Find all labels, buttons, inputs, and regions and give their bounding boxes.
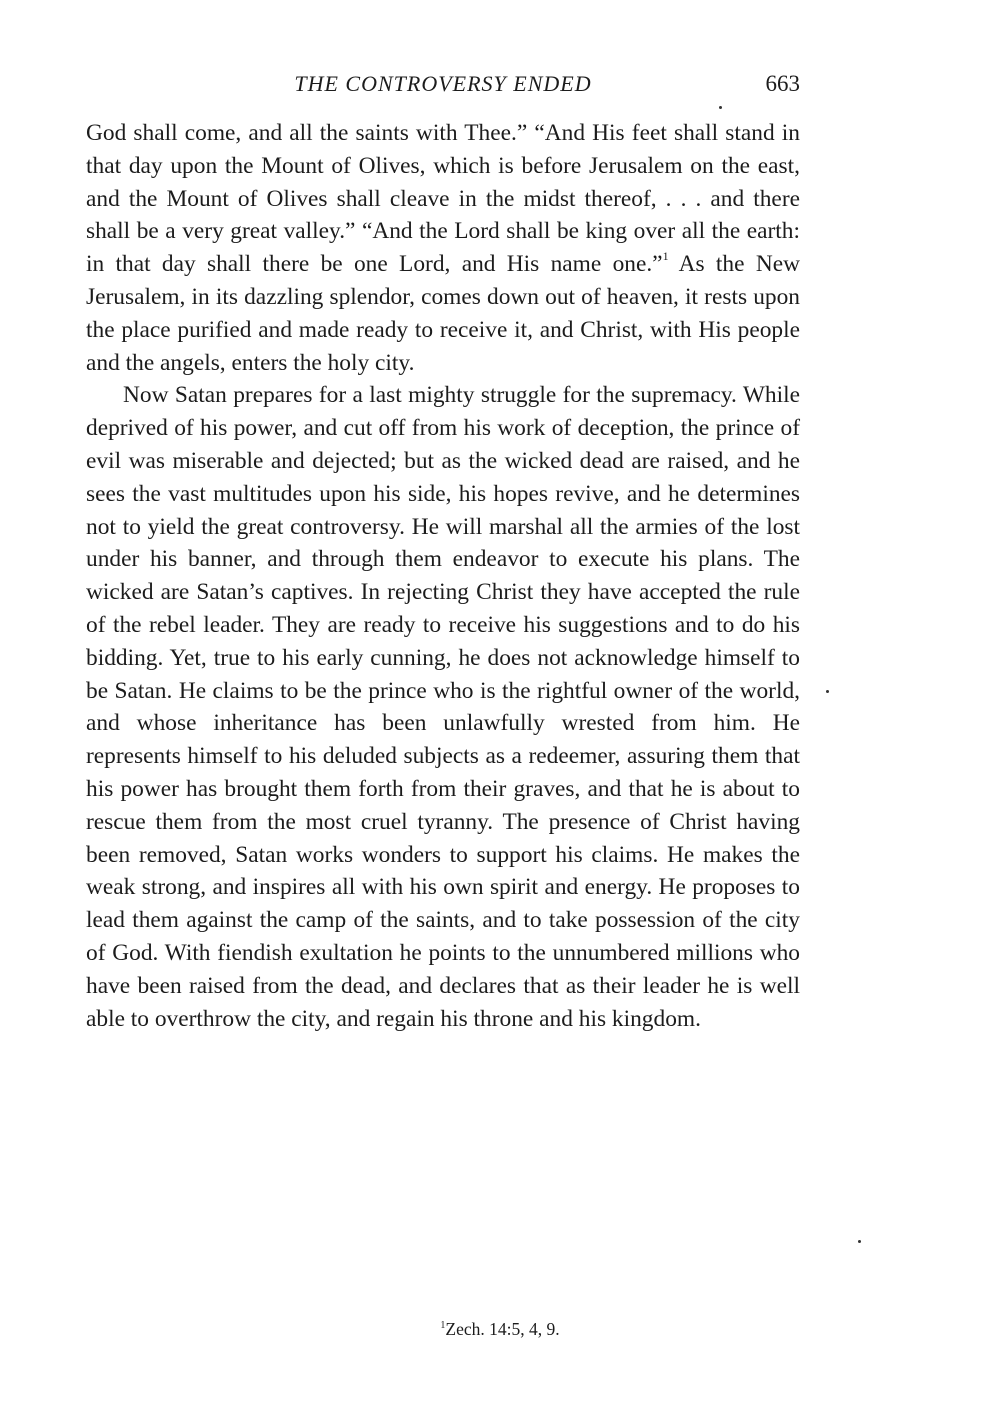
- paragraph: Now Satan prepares for a last mighty struggle for the supremacy. While deprived of his power, and cut off from his work of deception, the prince of evil was miserable and dejected; but as the wicked dead are raised, and he sees the vast multitudes upon his side, his hopes revive, and he determines not to yield the great controversy. He will marshal all the armies of the lost under his banner, and through them endeavor to execute his plans. The wicked are Satan’s captives. In rejecting Christ they have accepted the rule of the rebel leader. They are ready to receive his suggestions and to do his bidding. Yet, true to his early cunning, he does not acknowledge himself to be Satan. He claims to be the prince who is the rightful owner of the world, and whose inheritance has been unlawfully wrested from him. He represents himself to his deluded subjects as a redeemer, assuring them that his power has brought them forth from their graves, and that he is about to rescue them from the most cruel tyranny. The presence of Christ having been removed, Satan works wonders to support his claims. He makes the weak strong, and inspires all with his own spirit and energy. He proposes to lead them against the camp of the saints, and to take possession of the city of God. With fiendish exultation he points to the unnumbered millions who have been raised from the dead, and declares that as their leader he is well able to overthrow the city, and regain his throne and his kingdom.: [86, 382, 800, 1032]
- running-title: THE CONTROVERSY ENDED: [294, 71, 592, 96]
- page-number: 663: [765, 71, 800, 96]
- print-speck: [826, 690, 829, 693]
- paragraph-text: As the New Jerusalem, in its dazzling splendor, comes down out of heaven, it rests upon the place purified and made ready to receive it, and Christ, with His people and the angels, enters the holy city.: [86, 251, 800, 376]
- paragraph: [86, 117, 800, 379]
- body-text: [86, 117, 800, 1035]
- footnote-marker: 1: [440, 1320, 446, 1332]
- footnote-text: Zech. 14:5, 4, 9.: [445, 1319, 560, 1339]
- footnote-marker: 1: [662, 249, 669, 264]
- page-header: [86, 66, 800, 106]
- print-speck: [858, 1240, 861, 1243]
- print-speck: [719, 106, 722, 109]
- footnote: [0, 1316, 1000, 1342]
- paragraph-text: God shall come, and all the saints with Thee.” “And His feet shall stand in that day upon the Mount of Olives, which is before Jerusalem on the east, and the Mount of Olives shall cleave in the midst thereof, . . . and there shall be a very great valley.” “And the Lord shall be king over all the earth: in that day shall there be one Lord, and His name one.”: [86, 120, 800, 278]
